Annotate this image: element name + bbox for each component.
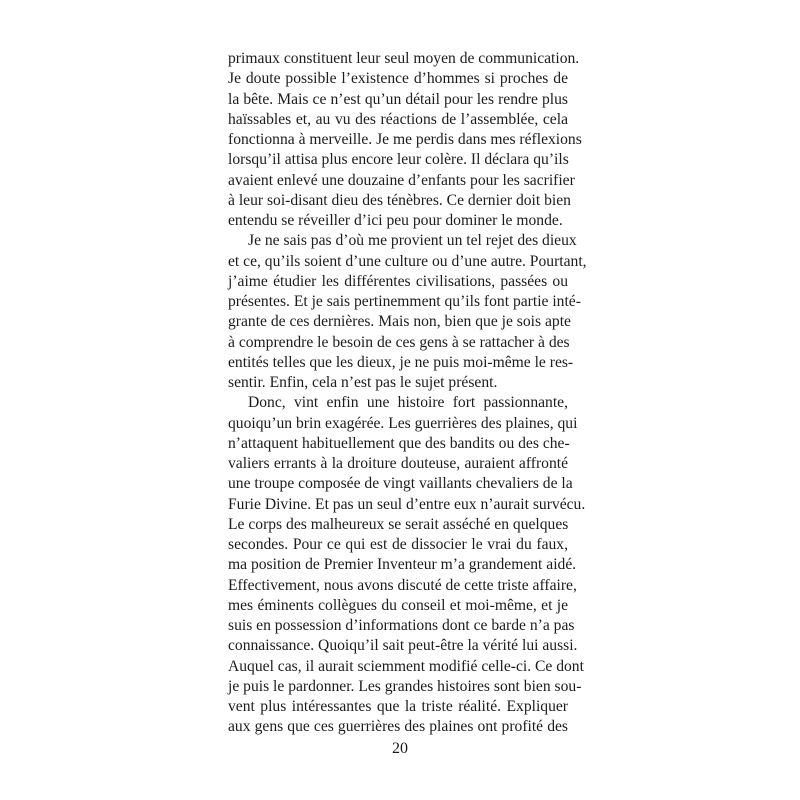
text-line: Donc, vint enfin une histoire fort passionnante, [248, 394, 568, 412]
paragraph-2 [228, 231, 587, 393]
text-line: Effectivement, nous avons discuté de cette triste affaire, [228, 576, 577, 594]
text-line: à leur soi-disant dieu des ténèbres. Ce dernier doit bien [228, 191, 571, 209]
text-line: et ce, qu’ils soient d’une culture ou d’une autre. Pourtant, [228, 252, 587, 270]
body-text [228, 49, 587, 738]
text-line: suis en possession d’informations dont ce barde n’a pas [228, 617, 575, 634]
text-line: secondes. Pour ce qui est de dissocier le vrai du faux, [228, 536, 568, 553]
text-line: la bête. Mais ce n’est qu’un détail pour les rendre plus [228, 90, 568, 108]
text-line: Auquel cas, il aurait sciemment modifié celle-ci. Ce dont [228, 657, 584, 675]
text-line: valiers errants à la droiture douteuse, auraient affronté [228, 455, 568, 472]
text-line: mes éminents collègues du conseil et moi-même, et je [228, 596, 568, 614]
text-line: présentes. Et je sais pertinemment qu’ils font partie inté- [228, 293, 581, 310]
text-line: Je doute possible l’existence d’hommes si proches de [228, 70, 568, 88]
text-line: je puis le pardonner. Les grandes histoires sont bien sou- [228, 677, 582, 695]
text-line: une troupe composée de vingt vaillants chevaliers de la [228, 475, 573, 493]
page-number: 20 [392, 740, 408, 757]
text-line: haïssables et, au vu des réactions de l’assemblée, cela [228, 110, 568, 128]
text-line: grante de ces dernières. Mais non, bien que je sois apte [228, 313, 571, 331]
paragraph-1 [228, 49, 582, 231]
text-line: avaient enlevé une douzaine d’enfants pour les sacrifier [228, 171, 575, 189]
text-line: aux gens que ces guerrières des plaines ont profité des [228, 718, 568, 736]
text-line: Furie Divine. Et pas un seul d’entre eux n’aurait survécu. [228, 495, 586, 513]
text-line: entendu se réveiller d’ici peu pour dominer le monde. [228, 212, 563, 229]
text-line: quoiqu’un brin exagérée. Les guerrières des plaines, qui [228, 414, 578, 432]
text-line: primaux constituent leur seul moyen de communication. [228, 50, 580, 67]
paragraph-3 [228, 393, 586, 737]
text-line: ma position de Premier Inventeur m’a grandement aidé. [228, 556, 577, 574]
text-line: j’aime étudier les différentes civilisations, passées ou [228, 272, 568, 290]
text-line: connaissance. Quoiqu’il sait peut-être la vérité lui aussi. [228, 637, 578, 655]
text-line: vent plus intéressantes que la triste réalité. Expliquer [228, 698, 568, 715]
text-line: lorsqu’il attisa plus encore leur colère. Il déclara qu’ils [228, 151, 569, 169]
text-line: à comprendre le besoin de ces gens à se rattacher à des [228, 333, 570, 351]
text-line: fonctionna à merveille. Je me perdis dans mes réflexions [228, 131, 582, 148]
text-line: Je ne sais pas d’où me provient un tel rejet des dieux [248, 232, 577, 250]
text-line: sentir. Enfin, cela n’est pas le sujet présent. [228, 374, 498, 391]
text-line: Le corps des malheureux se serait asséché en quelques [228, 515, 569, 533]
text-line: entités telles que les dieux, je ne puis moi-même le res- [228, 353, 574, 371]
text-line: n’attaquent habituellement que des bandits ou des che- [228, 434, 570, 452]
